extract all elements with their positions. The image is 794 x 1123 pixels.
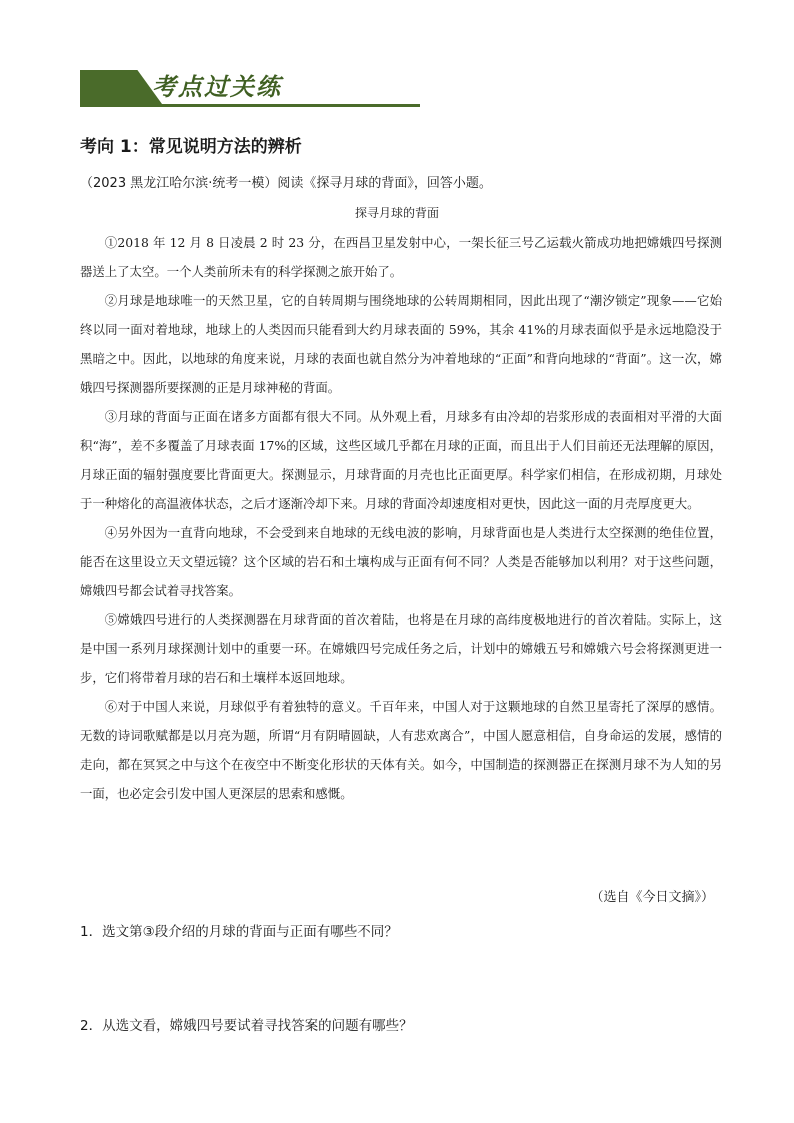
banner-underline (80, 104, 420, 107)
banner-parallelogram (80, 70, 162, 104)
question-1: 1．选文第③段介绍的月球的背面与正面有哪些不同？ (80, 924, 398, 940)
article-body (80, 228, 722, 808)
section-banner (80, 70, 420, 112)
paragraph-4: ④另外因为一直背向地球，不会受到来自地球的无线电波的影响，月球背面也是人类进行太空探测的绝佳位置，能否在这里设立天文望远镜？这个区域的岩石和土壤构成与正面有何不同？人类是否能够加以利用？对于这些问题，嫦娥四号都会试着寻找答案。 (80, 525, 722, 598)
paragraph-5: ⑤嫦娥四号进行的人类探测器在月球背面的首次着陆，也将是在月球的高纬度极地进行的首次着陆。实际上，这是中国一系列月球探测计划中的重要一环。在嫦娥四号完成任务之后，计划中的嫦娥五号和嫦娥六号会将探测更进一步，它们将带着月球的岩石和土壤样本返回地球。 (80, 612, 722, 685)
paragraph-1: ①2018 年 12 月 8 日凌晨 2 时 23 分，在西昌卫星发射中心，一架长征三号乙运载火箭成功地把嫦娥四号探测器送上了太空。一个人类前所未有的科学探测之旅开始了。 (80, 235, 722, 279)
article-title: 探寻月球的背面 (354, 206, 439, 220)
banner-title: 考点过关练 (152, 73, 282, 101)
source-line: （2023 黑龙江哈尔滨·统考一模）阅读《探寻月球的背面》，回答小题。 (80, 176, 492, 191)
paragraph-2: ②月球是地球唯一的天然卫星，它的自转周期与围绕地球的公转周期相同，因此出现了“潮汐锁定”现象——它始终以同一面对着地球，地球上的人类因而只能看到大约月球表面的 59%，其余 41%的月球表面似乎是永远地隐没于黑暗之中。因此，以地球的角度来说，月球的表面也就自然分为冲着地球的“正面”和背向地球的“背面”。这一次，嫦娥四号探测器所要探测的正是月球神秘的背面。 (80, 293, 722, 395)
section-heading: 考向 1：常见说明方法的辨析 (80, 137, 302, 157)
article-attribution: （选自《今日文摘》） (590, 890, 714, 905)
question-2: 2．从选文看，嫦娥四号要试着寻找答案的问题有哪些？ (80, 1018, 413, 1034)
paragraph-6: ⑥对于中国人来说，月球似乎有着独特的意义。千百年来，中国人对于这颗地球的自然卫星寄托了深厚的感情。无数的诗词歌赋都是以月亮为题，所谓“月有阴晴圆缺，人有悲欢离合”，中国人愿意相信，自身命运的发展，感情的走向，都在冥冥之中与这个在夜空中不断变化形状的天体有关。如今，中国制造的探测器正在探测月球不为人知的另一面，也必定会引发中国人更深层的思索和感慨。 (80, 699, 722, 801)
paragraph-3: ③月球的背面与正面在诸多方面都有很大不同。从外观上看，月球多有由冷却的岩浆形成的表面相对平滑的大面积“海”，差不多覆盖了月球表面 17%的区域，这些区域几乎都在月球的正面，而且出于人们目前还无法理解的原因，月球正面的辐射强度要比背面更大。探测显示，月球背面的月壳也比正面更厚。科学家们相信，在形成初期，月球处于一种熔化的高温液体状态，之后才逐渐冷却下来。月球的背面冷却速度相对更快，因此这一面的月壳厚度更大。 (80, 409, 722, 511)
